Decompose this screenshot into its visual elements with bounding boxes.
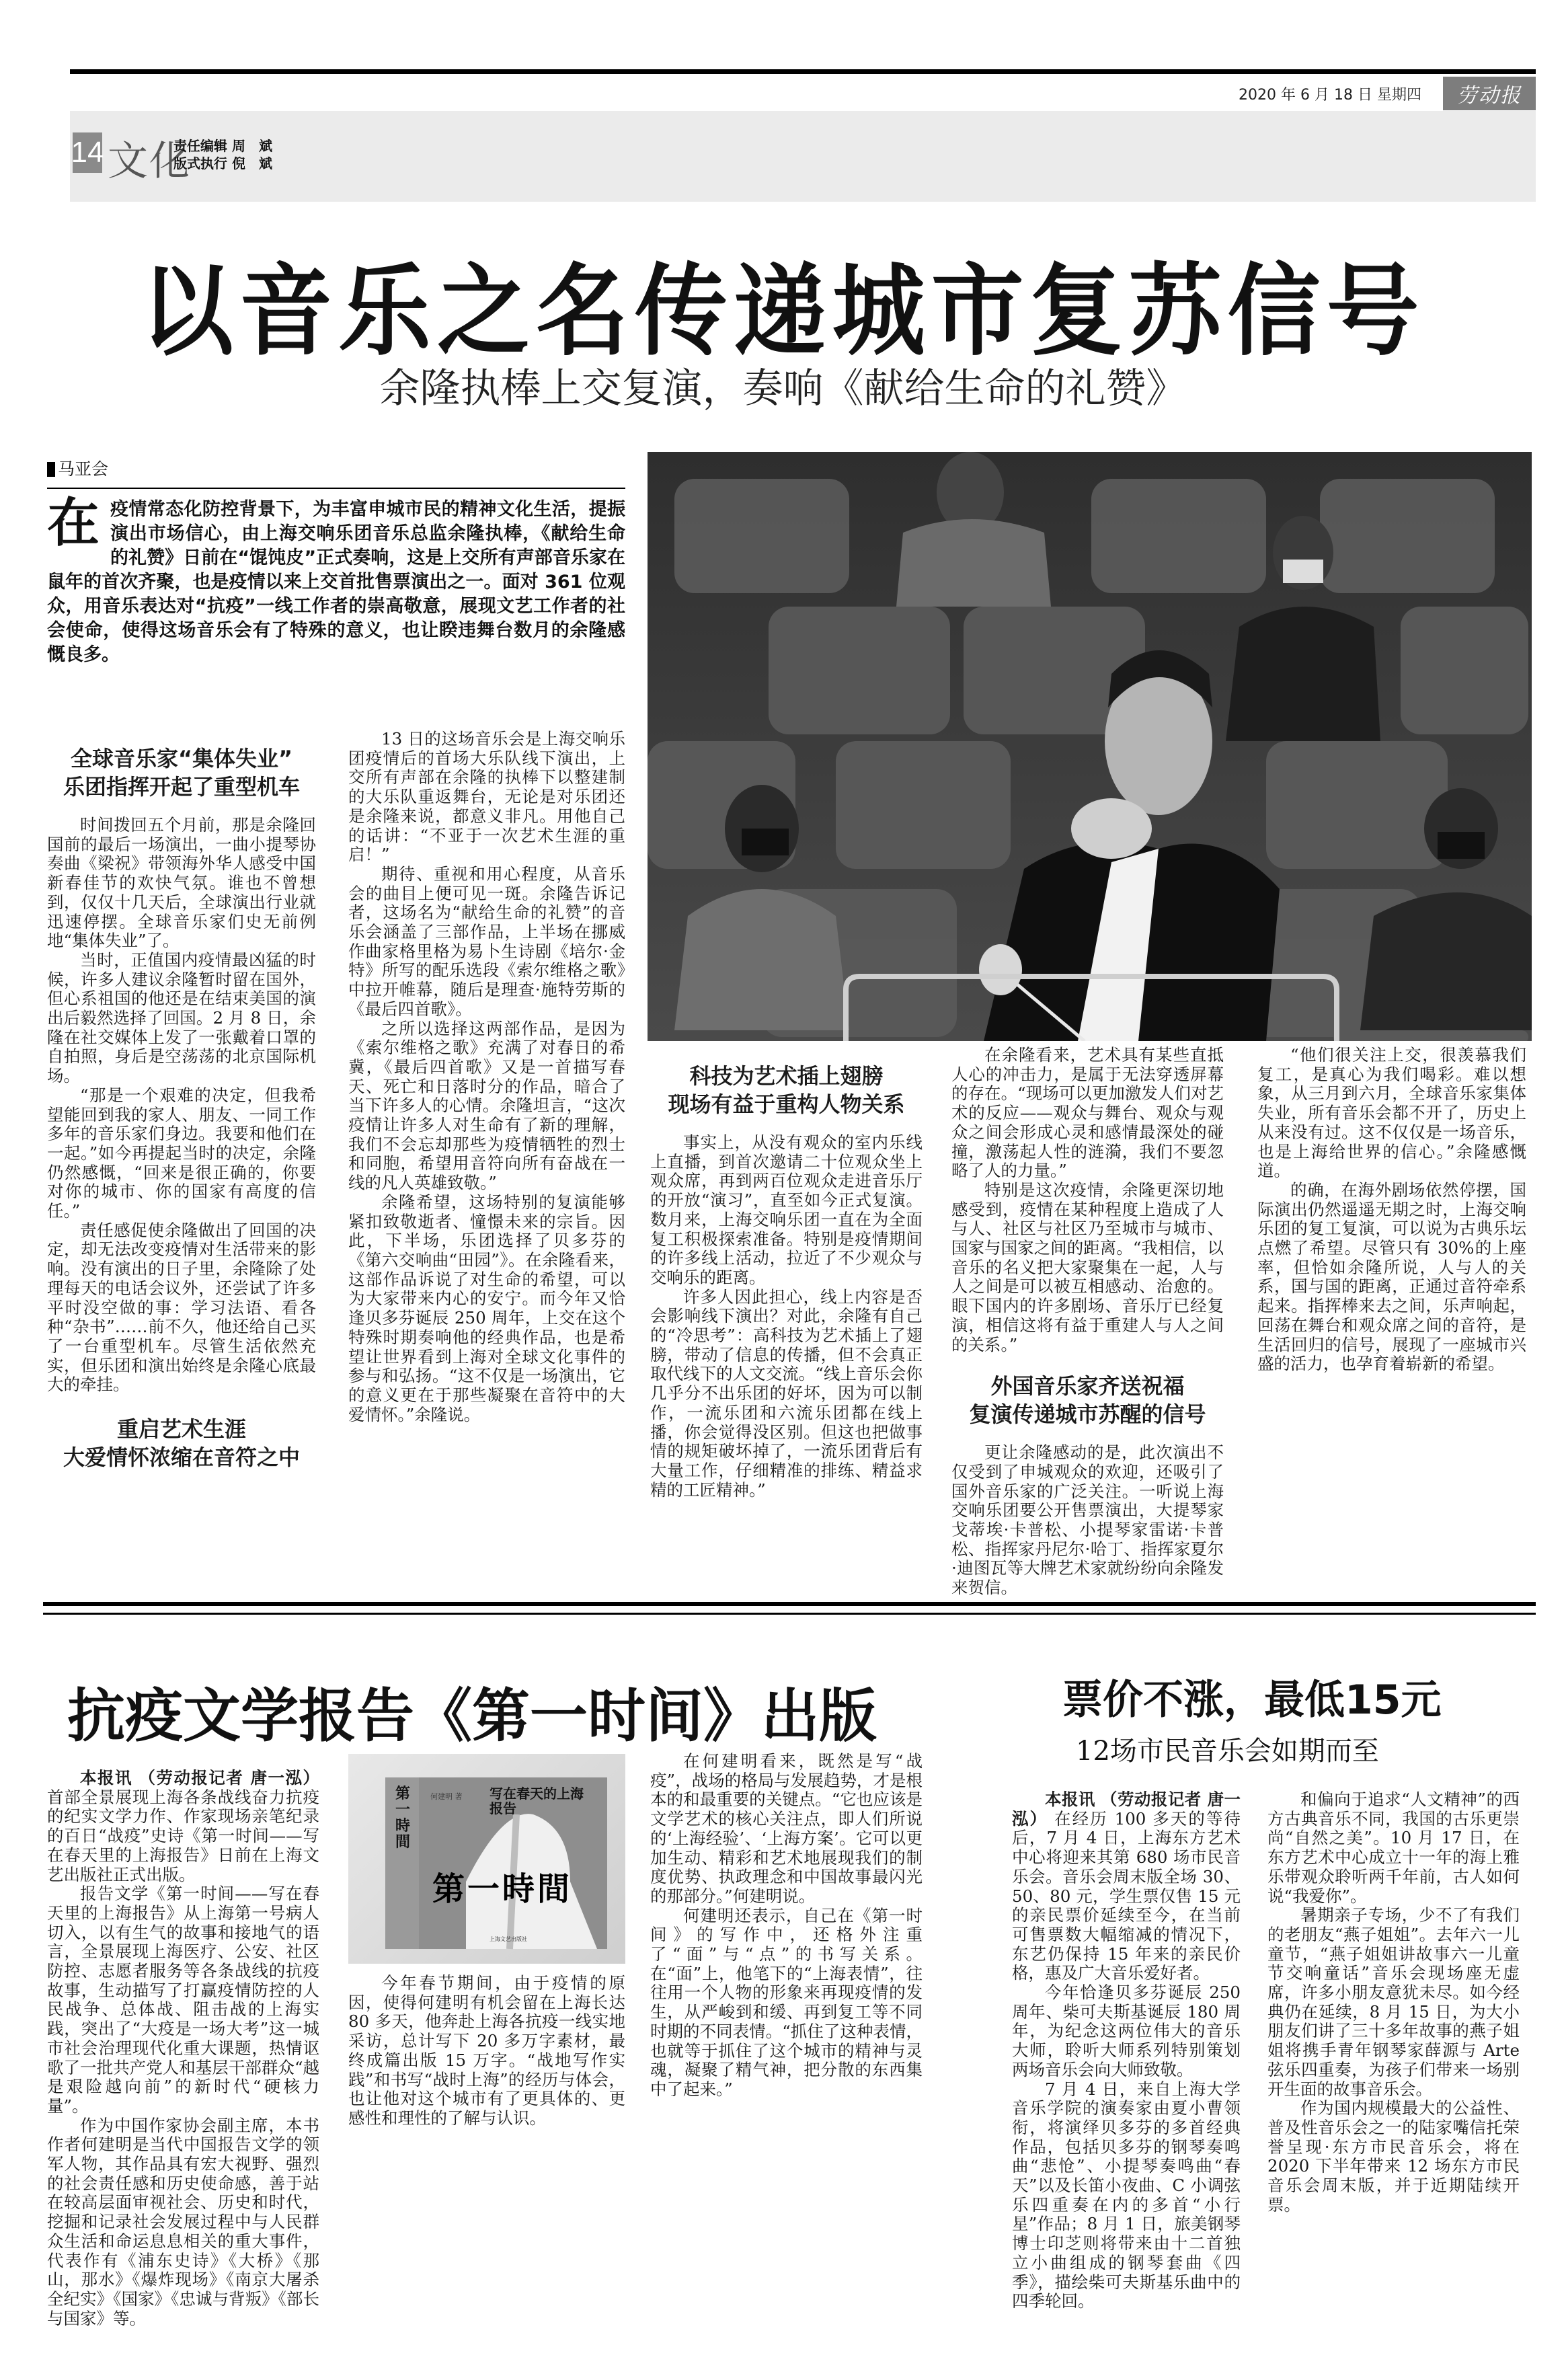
paragraph: 作为国内规模最大的公益性、普及性音乐会之一的陆家嘴信托荣誉呈现·东方市民音乐会，将在 2020 下半年带来 12 场东方市民音乐会周末版，并于近期陆续开票。 <box>1267 2098 1520 2215</box>
article-column-1 <box>47 735 316 1486</box>
paragraph: 作为中国作家协会副主席，本书作者何建明是当代中国报告文学的领军人物，其作品具有宏大视野、强烈的社会责任感和历史使命感，善于站在较高层面审视社会、历史和时代，挖掘和记录社会发展过程中与人民群众生活和命运息息相关的重大事件，代表作有《浦东史诗》《大桥》《那山，那水》《爆炸现场》《南京大屠杀全纪实》《国家》《忠诚与背叛》《部长与国家》等。 <box>47 2115 319 2328</box>
layout-line: 版式执行 倪 斌 <box>173 155 272 171</box>
subhead-2 <box>47 1415 316 1471</box>
paragraph <box>1012 1790 1241 1983</box>
section-name: 文化 <box>108 138 191 185</box>
drop-cap: 在 <box>47 493 100 553</box>
issue-date: 2020 年 6 月 18 日 星期四 <box>1239 87 1421 104</box>
conductor-photo <box>648 452 1532 1041</box>
cover-publisher: 上海文艺出版社 <box>490 1936 527 1942</box>
section-divider <box>43 1602 1536 1615</box>
paragraph-text: 在经历 100 多天的等待后，7 月 4 日，上海东方艺术中心将迎来其第 680 场市民音乐会。音乐会周末版全场 30、50、80 元，学生票仅售 15 元的亲民票价延续至今，在当前可售票数大幅缩减的情况下，东艺仍保持 15 年来的亲民价格，惠及广大音乐爱好者。 <box>1012 1808 1241 1983</box>
paragraph: 在何建明看来，既然是写“战疫”，战场的格局与发展趋势，才是根本的和最重要的关键点。“它也应该是文学艺术的核心关注点，即人们所说的‘上海经验’、‘上海方案’。它可以更加生动、精彩和艺术地展现我们的制度优势、执政理念和中国故事最闪光的那部分。”何建明说。 <box>650 1751 923 1906</box>
paragraph: 期待、重视和用心程度，从音乐会的曲目上便可见一斑。余隆告诉记者，这场名为“献给生命的礼赞”的音乐会涵盖了三部作品，上半场在挪威作曲家格里格为易卜生诗剧《培尔·金特》所写的配乐选段《索尔维格之歌》中拉开帷幕，随后是理查·施特劳斯的《最后四首歌》。 <box>348 863 625 1019</box>
editor-credits <box>173 137 272 172</box>
paragraph: 特别是这次疫情，余隆更深切地感受到，疫情在某种程度上造成了人与人、社区与社区乃至城市与城市、国家与国家之间的距离。“我相信，以音乐的名义把大家聚集在一起，人与人之间是可以被互相感动、治愈的。眼下国内的许多剧场、音乐厅已经复演，相信这将有益于重建人与人之间的关系。” <box>951 1180 1224 1354</box>
lead-subheadline: 余隆执棒上交复演，奏响《献给生命的礼赞》 <box>379 365 1187 412</box>
paragraph: 报告文学《第一时间——写在春天里的上海报告》从上海第一号病人切入，以有生气的故事和接地气的语言，全景展现上海医疗、公安、社区防控、志愿者服务等各条战线的抗疫故事，生动描写了打赢疫情防控的人民战争、总体战、阻击战的上海实践，突出了“大疫是一场大考”这一城市社会治理现代化重大课题，热情讴歌了一批共产党人和基层干部群众“越是艰险越向前”的新时代“硬核力量”。 <box>47 1884 319 2116</box>
article-column-1-tail <box>47 1540 316 1560</box>
book-cover-image <box>348 1754 625 1964</box>
paragraph: 今年春节期间，由于疫情的原因，使得何建明有机会留在上海长达 80 多天，他奔赴上海各抗疫一线实地采访，总计写下 20 多万字素材，最终成篇出版 15 万字。“战地写作实践”和书写“战时上海”的经历与体会，也让他对这个城市有了更具体的、更感性和理性的了解与认识。 <box>348 1973 625 2128</box>
subhead-1-line-1: 全球音乐家“集体失业” <box>70 746 293 771</box>
editor-line: 责任编辑 周 斌 <box>173 138 272 154</box>
paragraph: 时间拨回五个月前，那是余隆回国前的最后一场演出，一曲小提琴协奏曲《梁祝》带领海外华人感受中国新春佳节的欢快气氛。谁也不曾想到，仅仅十几天后，全球演出行业就迅速停摆。全球音乐家们史无前例地“集体失业”了。 <box>47 815 316 951</box>
paragraph: 7 月 4 日，来自上海大学音乐学院的演奏家由夏小曹领衔，将演绎贝多芬的多首经典作品，包括贝多芬的钢琴奏鸣曲“悲怆”、小提琴奏鸣曲“春天”以及长笛小夜曲、C 小调弦乐四重奏在内的多首“小行星”作品；8 月 1 日，旅美钢琴博士印芝则将带来由十二首独立小曲组成的钢琴套曲《四季》，描绘柴可夫斯基乐曲中的四季轮回。 <box>1012 2079 1241 2311</box>
conductor-photo-image <box>648 452 1532 1041</box>
dateline-label: 本报讯 <box>80 1768 133 1788</box>
section-band <box>70 111 1536 202</box>
byline-rule <box>47 488 625 489</box>
subhead-4-line-1: 外国音乐家齐送祝福 <box>990 1373 1185 1399</box>
cover-subtitle: 写在春天的上海报告 <box>490 1786 584 1816</box>
article-column-5 <box>1257 1046 1526 1374</box>
reporter-credit: （劳动报记者 唐一泓） <box>1012 1790 1241 1829</box>
paragraph: 何建明还表示，自己在《第一时间》的写作中，还格外注重了“面”与“点”的书写关系。在“面”上，他笔下的“上海表情”，往往用一个人物的形象来再现疫情的发生，从严峻到和缓、再到复工等不同时期的不同表情。“抓住了这种表情，也就等于抓住了这个城市的精神与灵魂，凝聚了精气神，把分散的东西集中了起来。” <box>650 1905 923 2099</box>
cover-author: 何建明 著 <box>430 1792 463 1801</box>
book-headline: 抗疫文学报告《第一时间》出版 <box>67 1683 877 1750</box>
page-number: 14 <box>73 132 102 173</box>
paragraph: 许多人因此担心，线上内容是否会影响线下演出？对此，余隆有自己的“冷思考”：高科技为艺术插上了翅膀，带动了信息的传播，但不会真正取代线下的人文交流。“线上音乐会你几乎分不出乐团的好坏，因为可以制作，一流乐团和六流乐团都在线上播，你会觉得没区别。但这也把做事情的规矩破坏掉了，一流乐团背后有大量工作，仔细精准的排练、精益求精的工匠精神。” <box>650 1287 923 1500</box>
paragraph: 在余隆看来，艺术具有某些直抵人心的冲击力，是属于无法穿透屏幕的存在。“现场可以更加激发人们对艺术的反应——观众与舞台、观众与观众之间会形成心灵和感情最深处的碰撞，激荡起人性的涟漪，我们不要忽略了人的力量。” <box>951 1045 1224 1181</box>
subhead-3-line-1: 科技为艺术插上翅膀 <box>689 1063 884 1089</box>
paragraph: 事实上，从没有观众的室内乐线上直播，到首次邀请二十位观众坐上观众席，再到两百位观众走进音乐厅的开放“演习”，直至如今正式复演。数月来，上海交响乐团一直在为全面复工积极探索准备。特别是疫情期间的许多线上活动，拉近了不少观众与交响乐的距离。 <box>650 1133 923 1287</box>
byline: 马亚会 <box>47 456 108 480</box>
top-rule <box>70 69 1536 74</box>
paragraph-text: 首部全景展现上海各条战线奋力抗疫的纪实文学力作、作家现场亲笔纪录的百日“战疫”史诗《第一时间——写在春天里的上海报告》日前在上海文艺出版社正式出版。 <box>47 1787 319 1884</box>
subhead-2-line-1: 重启艺术生涯 <box>116 1416 246 1443</box>
paragraph: 责任感促使余隆做出了回国的决定，却无法改变疫情对生活带来的影响。没有演出的日子里，余隆除了处理每天的电话会议外，还尝试了许多平时没空做的事：学习法语、看各种“杂书”……前不久，他还给自己买了一台重型机车。尽管生活依然充实，但乐团和演出始终是余隆心底最大的牵挂。 <box>47 1220 316 1395</box>
paragraph: 和偏向于追求“人文精神”的西方古典音乐不同，我国的古乐更崇尚“自然之美”。10 月 17 日，在东方艺术中心成立十一年的海上雅乐带观众聆听两千年前，古人如何说“我爱你”。 <box>1267 1790 1520 1906</box>
paragraph: 暑期亲子专场，少不了有我们的老朋友“燕子姐姐”。去年六一儿童节，“燕子姐姐讲故事六一儿童节交响童话”音乐会现场座无虚席，许多小朋友意犹未尽。如今经典仍在延续，8 月 15 日，为大小朋友们讲了三十多年故事的燕子姐姐将携手青年钢琴家薛源与 Arte 弦乐四重奏，为孩子们带来一场别开生面的故事音乐会。 <box>1267 1905 1520 2099</box>
subhead-1-line-2: 乐团指挥开起了重型机车 <box>63 774 300 800</box>
article-column-2 <box>348 730 625 1587</box>
lede-paragraph <box>47 493 625 667</box>
ticket-column-1 <box>1012 1790 1241 2311</box>
paragraph: 更让余隆感动的是，此次演出不仅受到了申城观众的欢迎，还吸引了国外音乐家的广泛关注。一听说上海交响乐团要公开售票演出，大提琴家戈蒂埃·卡普松、小提琴家雷诺·卡普松、指挥家丹尼尔·哈丁、指挥家夏尔·迪图瓦等大牌艺术家就纷纷向余隆发来贺信。 <box>951 1443 1224 1598</box>
ticket-subheadline: 12场市民音乐会如期而至 <box>1076 1736 1379 1767</box>
paragraph: 13 日的这场音乐会是上海交响乐团疫情后的首场大乐队线下演出，上交所有声部在余隆的执棒下以整建制的大乐队重返舞台，无论是对乐团还是余隆来说，都意义非凡。用他自己的话讲：“不亚于一次艺术生涯的重启！” <box>348 730 625 865</box>
paragraph: 之所以选择这两部作品，是因为《索尔维格之歌》充满了对春日的希冀，《最后四首歌》又是一首描写春天、死亡和日落时分的作品，暗合了当下许多人的心情。余隆坦言，“这次疫情让许多人对生命有了新的理解，我们不会忘却那些为疫情牺牲的烈士和同胞，希望用音符向所有奋战在一线的凡人英雄致敬。” <box>348 1018 625 1193</box>
subhead-2-line-2: 大爱情怀浓缩在音符之中 <box>63 1445 300 1471</box>
book-column-2 <box>348 1974 625 2128</box>
paragraph: 当时，正值国内疫情最凶猛的时候，许多人建议余隆暂时留在国外，但心系祖国的他还是在结束美国的演出后毅然选择了回国。2 月 8 日，余隆在社交媒体上发了一张戴着口罩的自拍照，身后是空荡荡的北京国际机场。 <box>47 950 316 1086</box>
book-column-3 <box>650 1752 923 2100</box>
book-column-1 <box>47 1769 319 2328</box>
masthead-logo: 劳动报 <box>1443 77 1536 110</box>
paragraph <box>47 1769 319 1884</box>
paragraph: 的确，在海外剧场依然停摆，国际演出仍然遥遥无期之时，上海交响乐团的复工复演，可以说为古典乐坛点燃了希望。尽管只有 30%的上座率，但恰如余隆所说，人与人的关系，国与国的距离，正通过音符牵系起来。指挥棒来去之间，乐声响起，回荡在舞台和观众席之间的音符，是生活回归的信号，展现了一座城市兴盛的活力，也孕育着崭新的希望。 <box>1257 1180 1526 1374</box>
cover-title: 第一時間 <box>432 1870 573 1908</box>
dateline-label: 本报讯 <box>1045 1790 1095 1809</box>
article-column-4 <box>951 1046 1224 1598</box>
spine-title: 第一時間 <box>395 1786 410 1851</box>
paragraph: “那是一个艰难的决定，但我希望能回到我的家人、朋友、一同工作多年的音乐家们身边。我要和他们在一起。”如今再提起当时的决定，余隆仍然感慨，“回来是很正确的，你要对你的城市、你的国家有高度的信任。” <box>47 1085 316 1221</box>
subhead-1 <box>47 744 316 801</box>
reporter-credit: （劳动报记者 唐一泓） <box>139 1768 320 1788</box>
article-column-3 <box>650 1052 923 1500</box>
subhead-3-line-2: 现场有益于重构人物关系 <box>668 1091 905 1117</box>
paragraph: 今年恰逢贝多芬诞辰 250 周年、柴可夫斯基诞辰 180 周年，为纪念这两位伟大的音乐大师，聆听大师系列特别策划两场音乐会向大师致敬。 <box>1012 1983 1241 2079</box>
paragraph: 余隆希望，这场特别的复演能够紧扣致敬逝者、憧憬未来的宗旨。因此，下半场，乐团选择了贝多芬的《第六交响曲“田园”》。在余隆看来，这部作品诉说了对生命的希望，可以为大家带来内心的安宁。而今年又恰逢贝多芬诞辰 250 周年，上交在这个特殊时期奏响他的经典作品，也是希望让世界看到上海对全球文化事件的参与和弘扬。“这不仅是一场演出，它的意义更在于那些凝聚在音符中的大爱情怀。”余隆说。 <box>348 1192 625 1424</box>
lead-headline: 以音乐之名传递城市复苏信号 <box>141 254 1425 369</box>
paragraph: “他们很关注上交，很羡慕我们复工，是真心为我们喝彩。难以想象，从三月到六月，全球音乐家集体失业，所有音乐会都不开了，历史上从来没有过。这不仅仅是一场音乐，也是上海给世界的信心。”余隆感慨道。 <box>1257 1045 1526 1181</box>
book-cover-photo <box>348 1754 625 1964</box>
subhead-3 <box>650 1062 923 1118</box>
lede-text: 疫情常态化防控背景下，为丰富申城市民的精神文化生活，提振演出市场信心，由上海交响乐团音乐总监余隆执棒，《献给生命的礼赞》日前在“馄饨皮”正式奏响，这是上交所有声部音乐家在鼠年的首次齐聚，也是疫情以来上交首批售票演出之一。面对 361 位观众，用音乐表达对“抗疫”一线工作者的崇高敬意，展现文艺工作者的社会使命，使得这场音乐会有了特殊的意义，也让睽违舞台数月的余隆感慨良多。 <box>47 499 625 665</box>
subhead-4-line-2: 复演传递城市苏醒的信号 <box>969 1402 1206 1428</box>
ticket-headline: 票价不涨，最低15元 <box>1062 1677 1442 1724</box>
subhead-4 <box>951 1372 1224 1428</box>
ticket-column-2 <box>1267 1790 1520 2215</box>
